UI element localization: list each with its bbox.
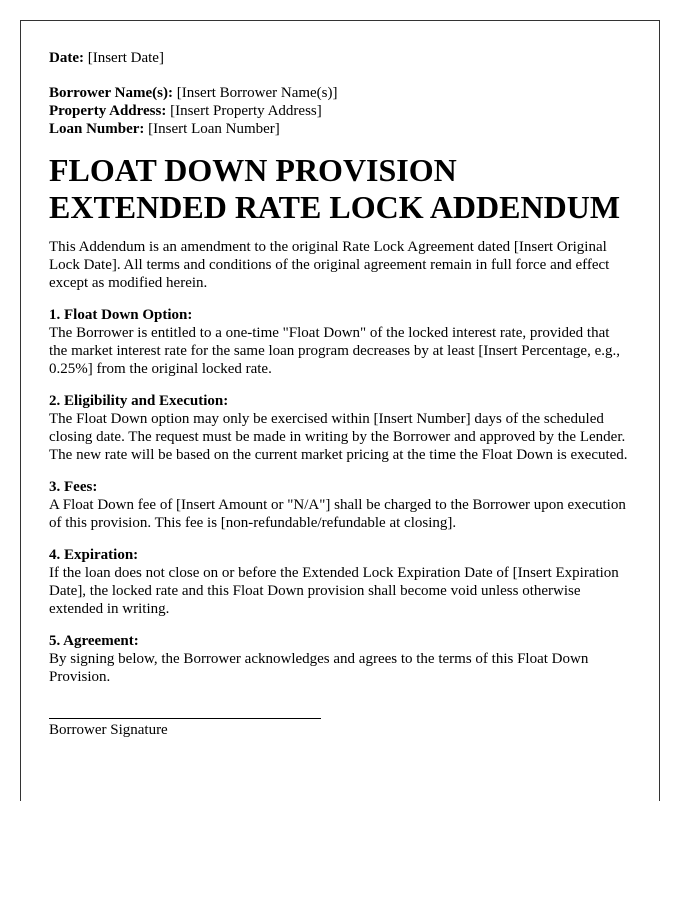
date-line: Date: [Insert Date] [49,50,164,66]
date-value: [Insert Date] [87,50,164,66]
signature-label: Borrower Signature [49,722,168,738]
section-fees: 3. Fees: A Float Down fee of [Insert Amount or "N/A"] shall be charged to the Borrower upon execution of this provision. This fee is [non-refundable/refundable at closing]. [49,479,626,531]
signature-line [49,718,321,719]
property-value: [Insert Property Address] [170,103,322,119]
section-eligibility: 2. Eligibility and Execution: The Float Down option may only be exercised within [Insert Number] days of the scheduled closing date. The request must be made in writing by the Borrower and approved by the Lender. The new rate will be based on the current market pricing at the time the Float Down is executed. [49,393,628,463]
document-title: FLOAT DOWN PROVISION EXTENDED RATE LOCK ADDENDUM [49,152,621,225]
borrower-value: [Insert Borrower Name(s)] [176,85,338,101]
borrower-line: Borrower Name(s): [Insert Borrower Name(s)] [49,85,338,101]
intro-paragraph: This Addendum is an amendment to the original Rate Lock Agreement dated [Insert Original Lock Date]. All terms and conditions of the original agreement remain in full force and effect except as modified herein. [49,239,610,291]
loan-line: Loan Number: [Insert Loan Number] [49,121,280,137]
section-agreement: 5. Agreement: By signing below, the Borrower acknowledges and agrees to the terms of this Float Down Provision. [49,633,589,685]
property-line: Property Address: [Insert Property Address] [49,103,322,119]
signature-block [49,718,631,739]
section-expiration: 4. Expiration: If the loan does not close on or before the Extended Lock Expiration Date of [Insert Expiration Date], the locked rate and this Float Down provision shall become void unless otherwise extended in writing. [49,547,619,617]
section-float-down-option: 1. Float Down Option: The Borrower is entitled to a one-time "Float Down" of the locked interest rate, provided that the market interest rate for the same loan program decreases by at least [Insert Percentage, e.g., 0.25%] from the original locked rate. [49,307,620,377]
loan-value: [Insert Loan Number] [148,121,280,137]
document-page [20,20,660,801]
